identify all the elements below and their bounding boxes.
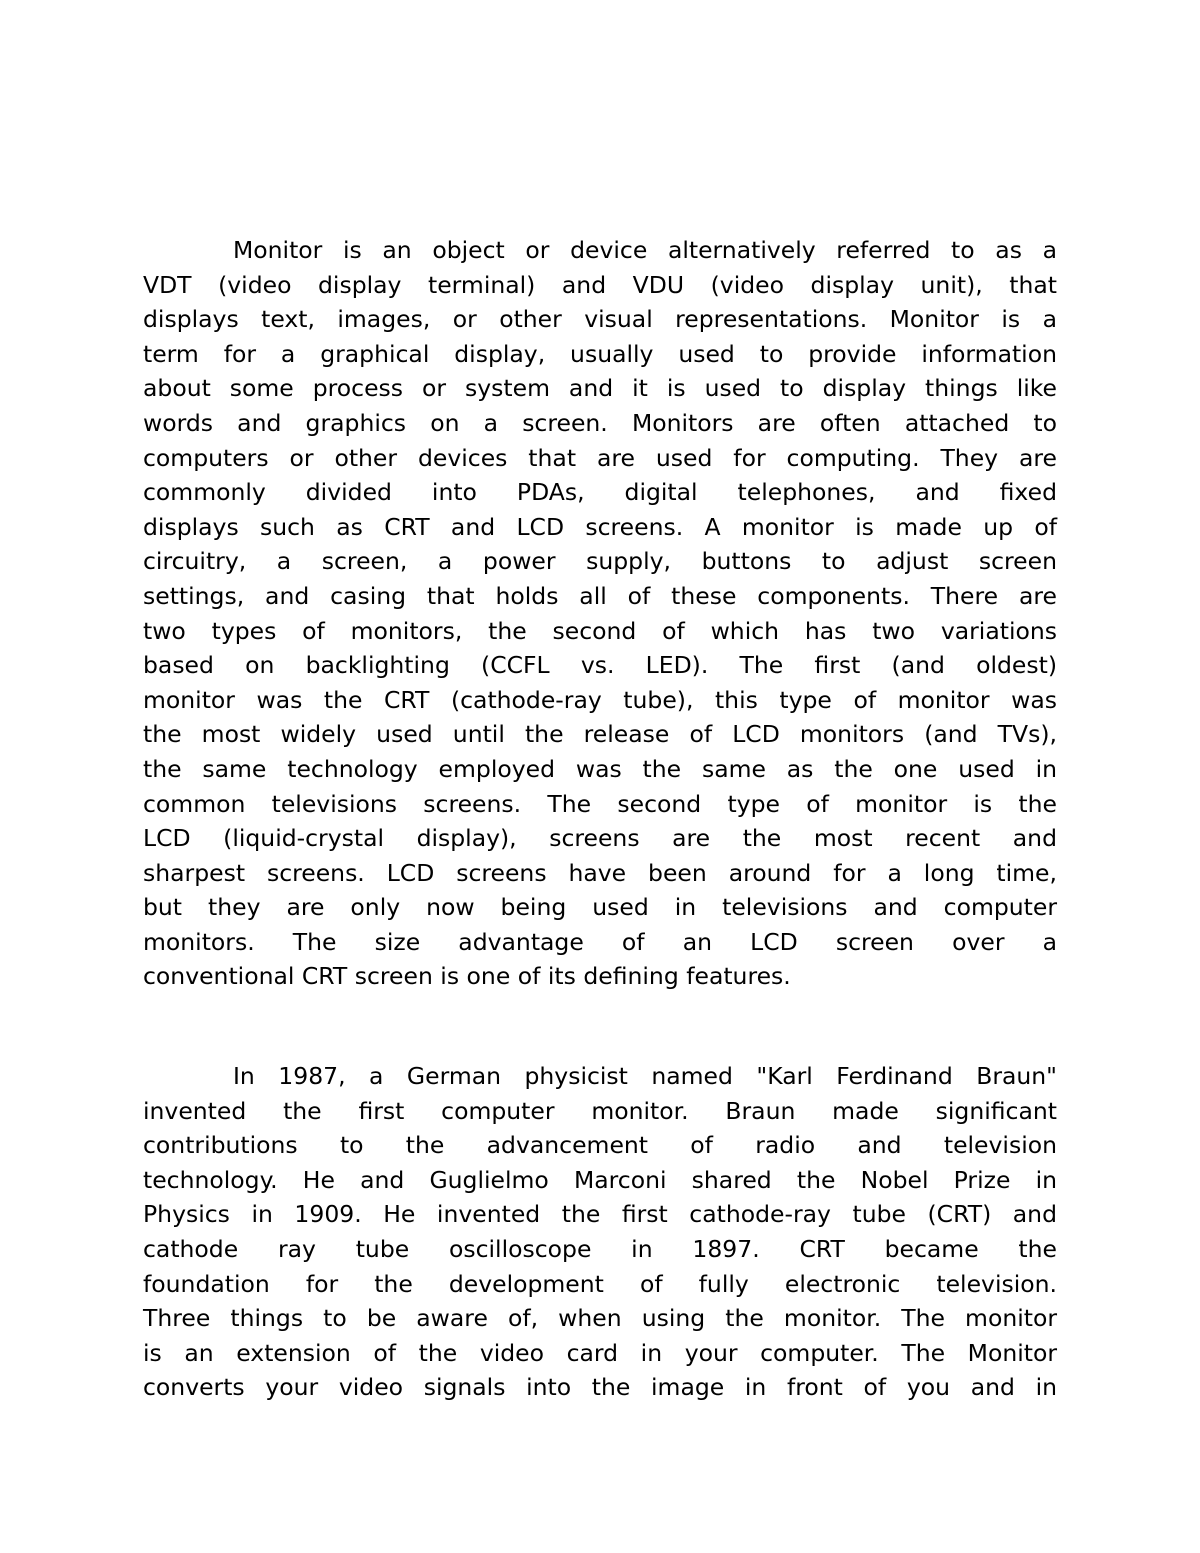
paragraph-line: monitor was the CRT (cathode-ray tube), this type of monitor was: [143, 685, 1057, 714]
paragraph-line: the same technology employed was the same as the one used in: [143, 754, 1057, 783]
paragraph-line: Three things to be aware of, when using the monitor. The monitor: [143, 1304, 1057, 1333]
paragraph-line: LCD (liquid-crystal display), screens are the most recent and: [143, 824, 1057, 853]
paragraph-line: VDT (video display terminal) and VDU (video display unit), that: [143, 270, 1057, 299]
paragraph-line: based on backlighting (CCFL vs. LED). The first (and oldest): [143, 651, 1057, 680]
paragraph-line: contributions to the advancement of radio and television: [143, 1131, 1057, 1160]
paragraph-line: the most widely used until the release of LCD monitors (and TVs),: [143, 720, 1057, 749]
paragraph-monitor-definition: [143, 233, 1057, 994]
paragraph-line: cathode ray tube oscilloscope in 1897. CRT became the: [143, 1234, 1057, 1263]
paragraph-line: commonly divided into PDAs, digital telephones, and fixed: [143, 478, 1057, 507]
paragraph-line: conventional CRT screen is one of its defining features.: [143, 962, 791, 991]
paragraph-line: circuitry, a screen, a power supply, buttons to adjust screen: [143, 547, 1057, 576]
paragraph-line: about some process or system and it is used to display things like: [143, 374, 1057, 403]
paragraph-line: foundation for the development of fully electronic television.: [143, 1269, 1057, 1298]
paragraph-line: invented the first computer monitor. Braun made significant: [143, 1096, 1057, 1125]
paragraph-line: monitors. The size advantage of an LCD screen over a: [143, 927, 1057, 956]
paragraph-line: two types of monitors, the second of which has two variations: [143, 616, 1057, 645]
paragraph-line: settings, and casing that holds all of these components. There are: [143, 581, 1057, 610]
paragraph-line: displays text, images, or other visual representations. Monitor is a: [143, 305, 1057, 334]
paragraph-line: common televisions screens. The second type of monitor is the: [143, 789, 1057, 818]
paragraph-line: displays such as CRT and LCD screens. A monitor is made up of: [143, 512, 1057, 541]
paragraph-line: sharpest screens. LCD screens have been around for a long time,: [143, 858, 1057, 887]
paragraph-line: term for a graphical display, usually used to provide information: [143, 339, 1057, 368]
paragraph-monitor-history: [143, 1059, 1057, 1405]
paragraph-line: but they are only now being used in televisions and computer: [143, 893, 1057, 922]
paragraph-line: Monitor is an object or device alternatively referred to as a: [233, 236, 1057, 264]
paragraph-line: is an extension of the video card in your computer. The Monitor: [143, 1338, 1057, 1367]
paragraph-line: computers or other devices that are used for computing. They are: [143, 443, 1057, 472]
paragraph-line: words and graphics on a screen. Monitors are often attached to: [143, 408, 1057, 437]
paragraph-line: In 1987, a German physicist named "Karl Ferdinand Braun": [233, 1062, 1057, 1090]
paragraph-line: technology. He and Guglielmo Marconi shared the Nobel Prize in: [143, 1165, 1057, 1194]
paragraph-line: converts your video signals into the image in front of you and in: [143, 1373, 1057, 1402]
paragraph-line: Physics in 1909. He invented the first cathode-ray tube (CRT) and: [143, 1200, 1057, 1229]
